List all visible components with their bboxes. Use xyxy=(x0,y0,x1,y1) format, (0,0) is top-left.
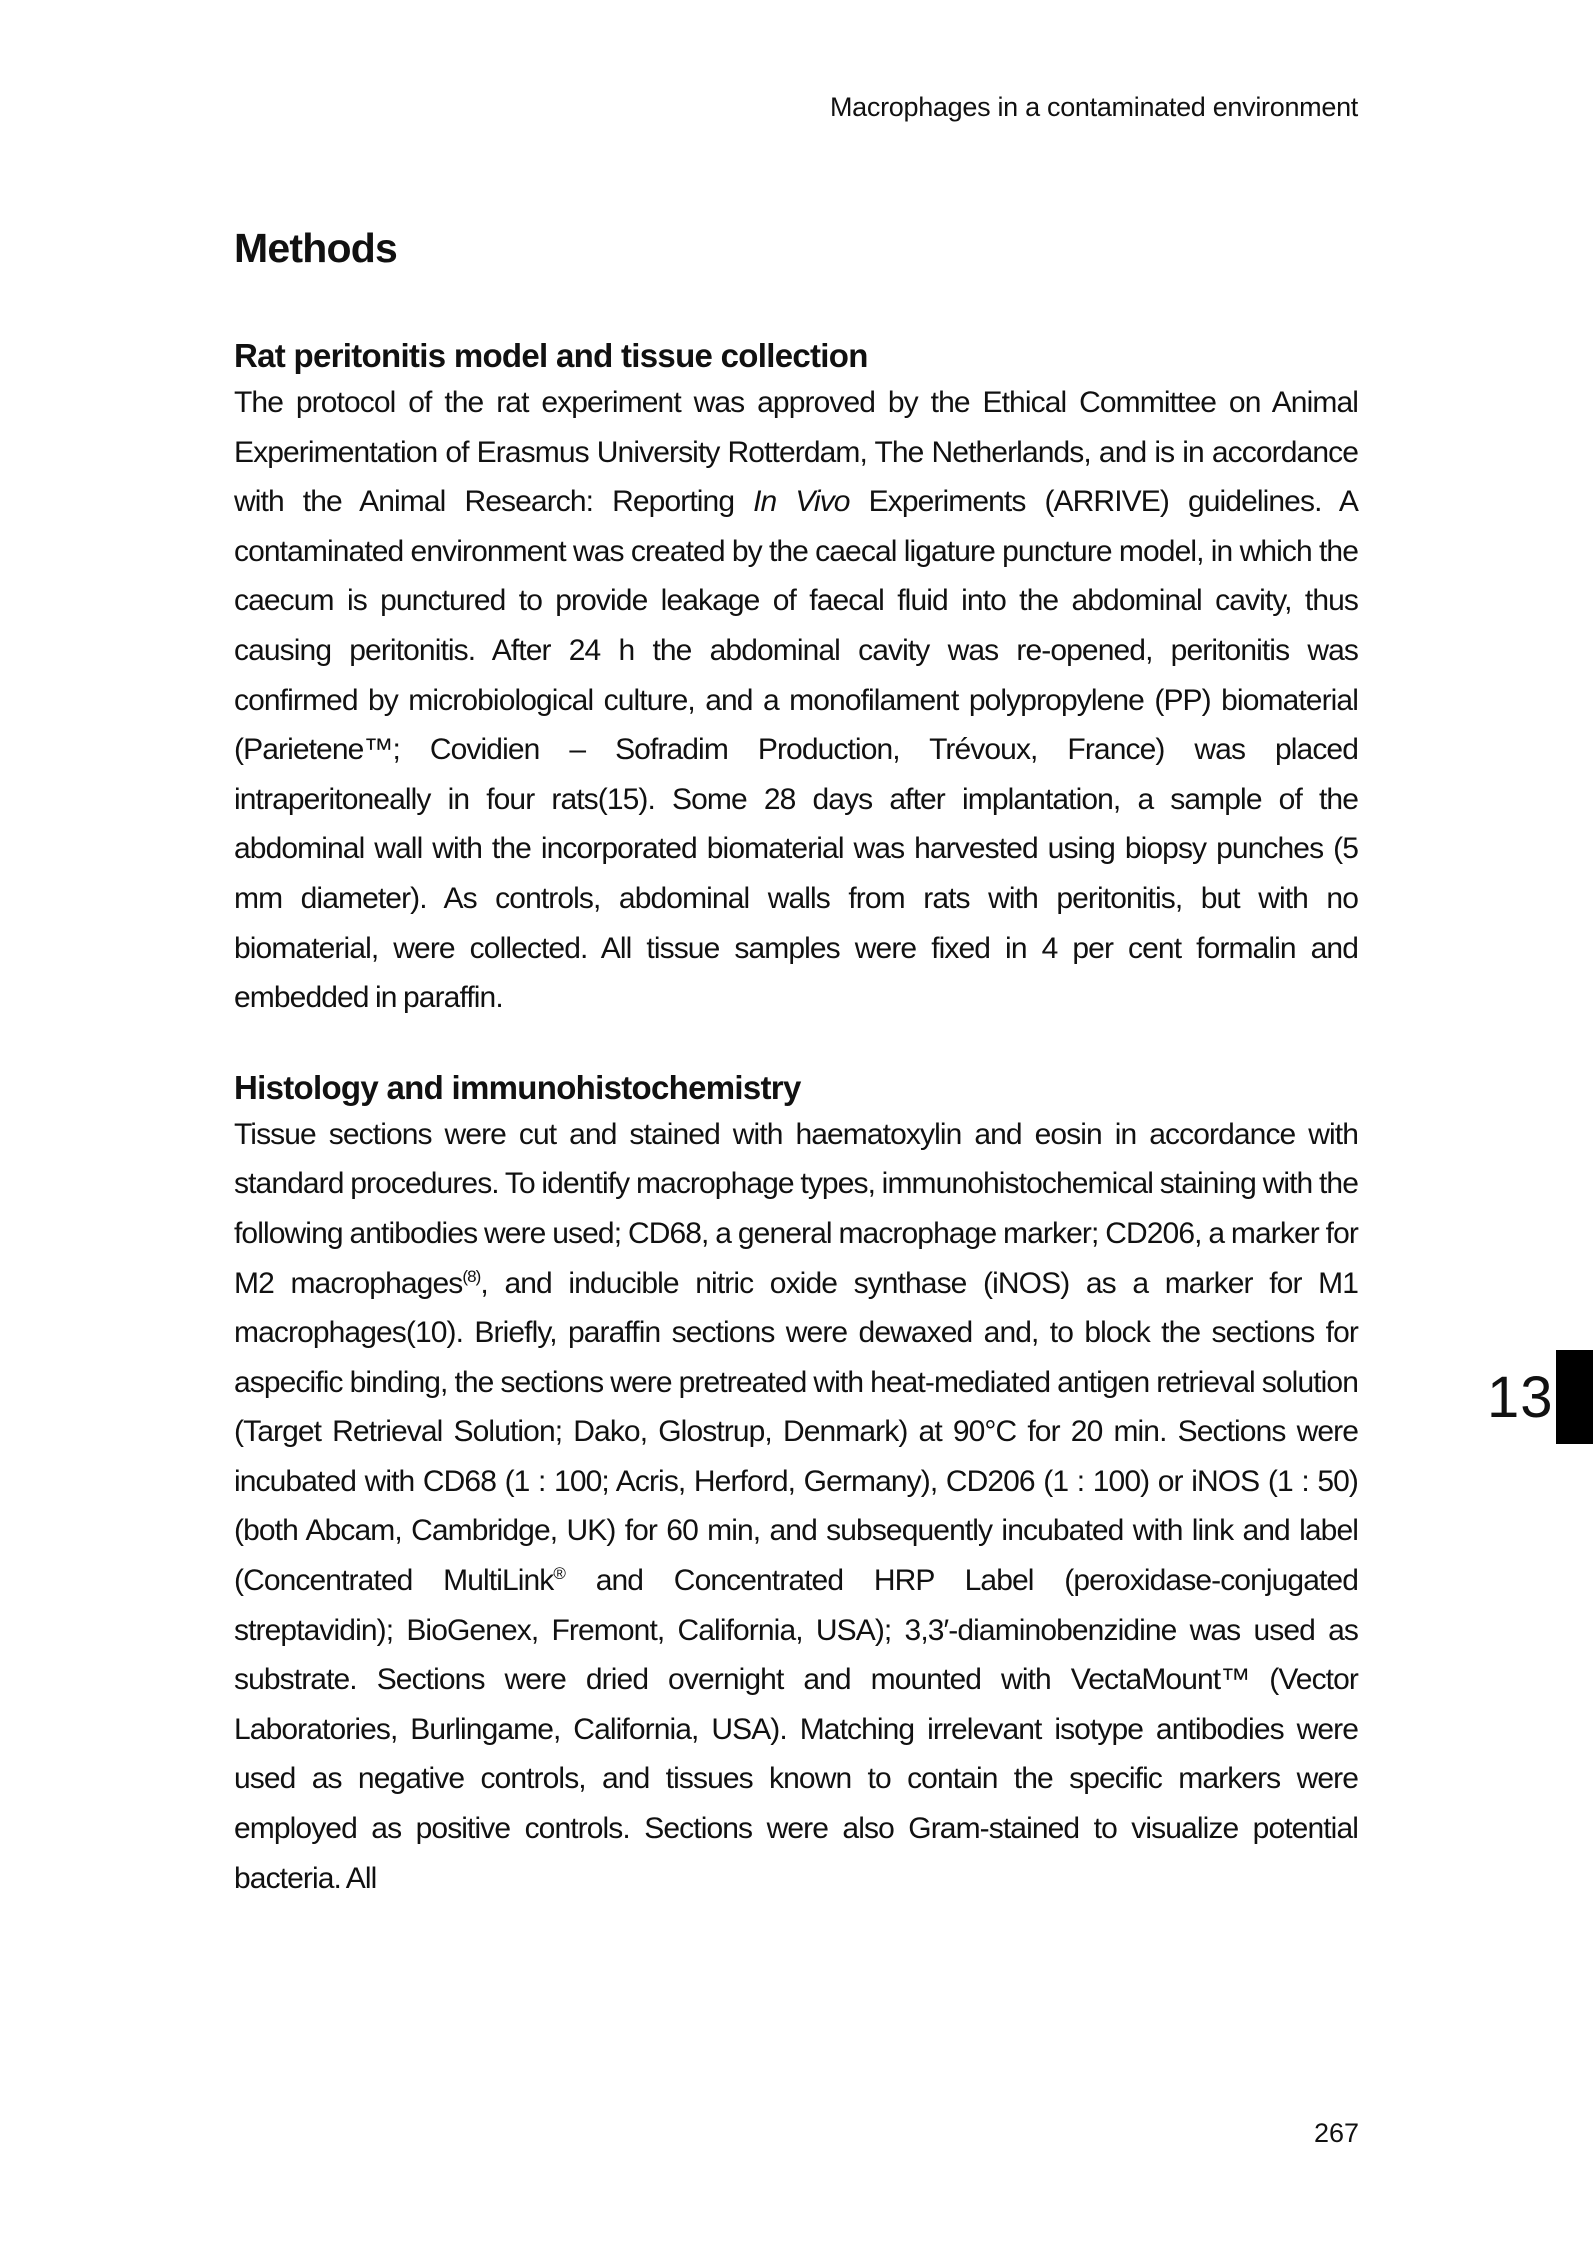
italic-term: In Vivo xyxy=(753,485,850,519)
subsection-title-histology: Histology and immunohistochemistry xyxy=(234,1068,801,1106)
section-title: Methods xyxy=(234,225,397,271)
text-run: Tissue sections were cut and stained with haematoxylin and eosin in accordance with standard procedures. To identify macrophage types, immunohistochemical staining with the following antibodies were used; CD68, a general macrophage marker; CD206, a marker for M2 macrophages xyxy=(234,1117,1358,1300)
paragraph-histology xyxy=(234,1110,1358,1904)
chapter-marker-bar xyxy=(1556,1350,1593,1444)
text-run: and Concentrated HRP Label (peroxidase-conjugated streptavidin); BioGenex, Fremont, California, USA); 3,3′-diaminobenzidine was used as substrate. Sections were dried overnight and mounted with VectaMount™ (Vector Laboratories, Burlingame, California, USA). Matching irrelevant isotype antibodies were used as negative controls, and tissues known to contain the specific markers were employed as positive controls. Sections were also Gram-stained to visualize potential bacteria. All xyxy=(234,1564,1358,1895)
registered-mark: ® xyxy=(553,1564,566,1584)
chapter-number: 13 xyxy=(1487,1364,1554,1430)
text-run: , and inducible nitric oxide synthase (iNOS) as a marker for M1 macrophages(10). Briefly, paraffin sections were dewaxed and, to block the sections for aspecific binding, the sections were pretreated with heat-mediated antigen retrieval solution (Target Retrieval Solution; Dako, Glostrup, Denmark) at 90°C for 20 min. Sections were incubated with CD68 (1 : 100; Acris, Herford, Germany), CD206 (1 : 100) or iNOS (1 : 50) (both Abcam, Cambridge, UK) for 60 min, and subsequently incubated with link and label (Concentrated MultiLink xyxy=(234,1266,1358,1598)
page-number: 267 xyxy=(1314,2118,1360,2148)
chapter-tab xyxy=(1487,1350,1572,1444)
main-content xyxy=(234,222,1358,1903)
text-run: The protocol of the rat experiment was approved by the Ethical Committee on Animal Experimentation of Erasmus University Rotterdam, The Netherlands, and is in accordance with the Animal Research: Reporting xyxy=(234,386,1358,519)
text-run: Experiments (ARRIVE) guidelines. A contaminated environment was created by the caecal ligature puncture model, in which the caecum is punctured to provide leakage of faecal fluid into the abdominal cavity, thus causing peritonitis. After 24 h the abdominal cavity was re-opened, peritonitis was confirmed by microbiological culture, and a monofilament polypropylene (PP) biomaterial (Parietene™; Covidien – Sofradim Production, Trévoux, France) was placed intraperitoneally in four rats(15). Some 28 days after implantation, a sample of the abdominal wall with the incorporated biomaterial was harvested using biopsy punches (5 mm diameter). As controls, abdominal walls from rats with peritonitis, but with no biomaterial, were collected. All tissue samples were fixed in 4 per cent formalin and embedded in paraffin. xyxy=(234,485,1358,1015)
paragraph-rat-peritonitis xyxy=(234,378,1358,1023)
subsection-title-rat-peritonitis: Rat peritonitis model and tissue collection xyxy=(234,337,868,374)
section-spacer xyxy=(234,1023,1358,1066)
running-header: Macrophages in a contaminated environment xyxy=(829,92,1358,122)
citation-superscript: (8) xyxy=(462,1266,481,1286)
